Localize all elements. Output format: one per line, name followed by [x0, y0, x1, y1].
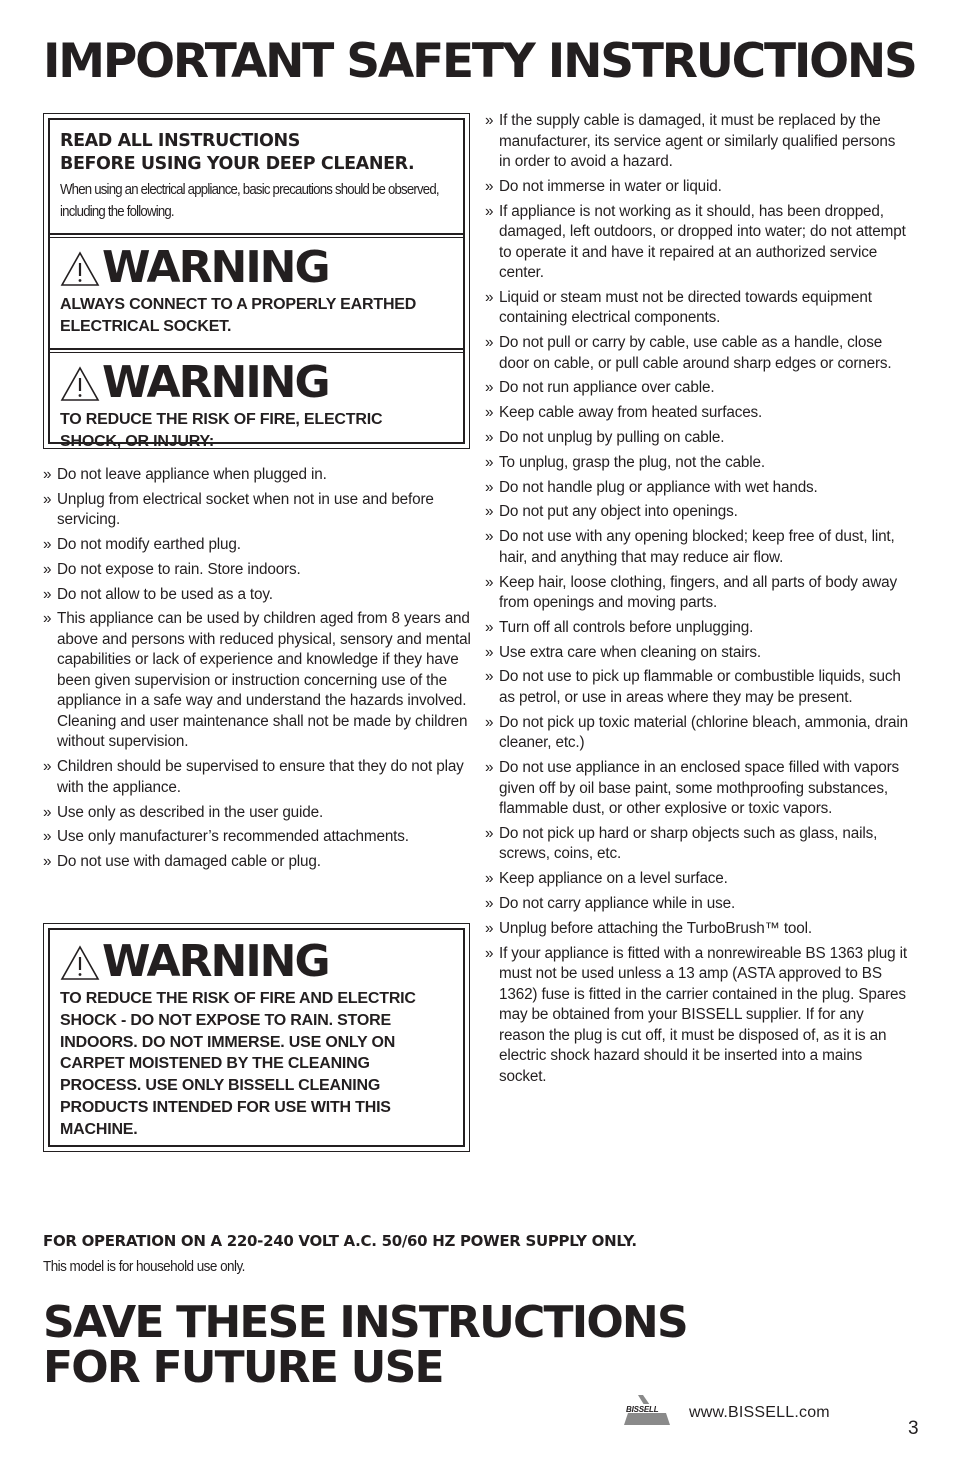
divider: [50, 233, 463, 238]
list-item: » Do not pick up hard or sharp objects such as glass, nails, screws, coins, etc.: [485, 824, 910, 865]
read-instructions-box: [43, 113, 470, 449]
list-item: » This appliance can be used by children aged from 8 years and above and persons with reduced physical, sensory and mental capabilities or lack of experience and knowledge if they have been given supervision or instruction concerning use of the appliance in a safe way and understand the hazards involved. Cleaning and user maintenance shall not be made by children without supervision.: [43, 609, 473, 753]
warning-label-1: WARNING: [102, 242, 329, 293]
list-item: » Liquid or steam must not be directed towards equipment containing electrical components.: [485, 288, 910, 329]
list-item: » Do not use with damaged cable or plug.: [43, 852, 473, 873]
list-item: » Turn off all controls before unplugging.: [485, 618, 910, 639]
intro-text: When using an electrical appliance, basic precautions should be observed, including the following.: [60, 181, 439, 220]
list-item: » Keep cable away from heated surfaces.: [485, 403, 910, 424]
list-item: » Do not run appliance over cable.: [485, 378, 910, 399]
list-item: » Do not immerse in water or liquid.: [485, 177, 910, 198]
list-item: » If the supply cable is damaged, it must be replaced by the manufacturer, its service agent or similarly qualified persons in order to avoid a hazard.: [485, 111, 910, 173]
list-item: » If appliance is not working as it should, has been dropped, damaged, left outdoors, or dropped into water; do not attempt to operate it and have it repaired at an authorized service center.: [485, 202, 910, 284]
list-item: » Use only manufacturer’s recommended attachments.: [43, 827, 473, 848]
warning-text-1: ALWAYS CONNECT TO A PROPERLY EARTHED ELECTRICAL SOCKET.: [60, 296, 417, 335]
list-item: » Do not handle plug or appliance with wet hands.: [485, 478, 910, 499]
save-instructions-title: [43, 1297, 687, 1393]
website-link[interactable]: www.BISSELL.com: [689, 1404, 830, 1421]
page-title: IMPORTANT SAFETY INSTRUCTIONS: [43, 34, 916, 89]
warning-triangle-icon: [60, 251, 100, 287]
divider: [50, 348, 463, 353]
list-item: » Do not leave appliance when plugged in.: [43, 465, 473, 486]
list-item: » Unplug from electrical socket when not in use and before servicing.: [43, 490, 473, 531]
read-heading-line2: BEFORE USING YOUR DEEP CLEANER.: [60, 154, 415, 174]
save-title-line2: FOR FUTURE USE: [43, 1342, 443, 1393]
list-item: » Do not allow to be used as a toy.: [43, 585, 473, 606]
list-item: » Do not put any object into openings.: [485, 502, 910, 523]
list-item: » Unplug before attaching the TurboBrush™ tool.: [485, 919, 910, 940]
warning-heading-1: [60, 242, 454, 294]
save-title-line1: SAVE THESE INSTRUCTIONS: [43, 1297, 687, 1348]
warning-label-3: WARNING: [102, 936, 329, 987]
warning-heading-2: [60, 357, 454, 409]
list-item: » Do not modify earthed plug.: [43, 535, 473, 556]
list-item: » To unplug, grasp the plug, not the cable.: [485, 453, 910, 474]
list-item: » Do not unplug by pulling on cable.: [485, 428, 910, 449]
warning-heading-3: [60, 936, 454, 988]
list-item: » Do not pull or carry by cable, use cable as a handle, close door on cable, or pull cable around sharp edges or corners.: [485, 333, 910, 374]
power-supply-notice: FOR OPERATION ON A 220-240 VOLT A.C. 50/60 HZ POWER SUPPLY ONLY.: [43, 1232, 637, 1250]
read-instructions-heading: [60, 130, 454, 176]
list-item: » Do not carry appliance while in use.: [485, 894, 910, 915]
bissell-logo-text: BISSELL: [626, 1405, 659, 1414]
warning-text-3: TO REDUCE THE RISK OF FIRE AND ELECTRIC SHOCK - DO NOT EXPOSE TO RAIN. STORE INDOORS. DO NOT IMMERSE. USE ONLY ON CARPET MOISTENED BY THE CLEANING PROCESS. USE ONLY BISSELL CLEANING PRODUCTS INTENDED FOR USE WITH THIS MACHINE.: [60, 990, 416, 1138]
warning-triangle-icon: [60, 366, 100, 402]
list-item: » Do not pick up toxic material (chlorine bleach, ammonia, drain cleaner, etc.): [485, 713, 910, 754]
household-use-notice: This model is for household use only.: [43, 1258, 245, 1275]
list-item: » Use extra care when cleaning on stairs.: [485, 643, 910, 664]
list-item: » Children should be supervised to ensure that they do not play with the appliance.: [43, 757, 473, 798]
list-item: » Do not use appliance in an enclosed space filled with vapors given off by oil base paint, some mothproofing substances, flammable dust, or other explosive or toxic vapors.: [485, 758, 910, 820]
list-item: » Keep appliance on a level surface.: [485, 869, 910, 890]
warning-triangle-icon: [60, 945, 100, 981]
list-item: » If your appliance is fitted with a nonrewireable BS 1363 plug it must not be used unless a 13 amp (ASTA approved to BS 1362) fuse is fitted in the carrier contained in the plug. Spares may be obtained from your BISSELL supplier. If for any reason the plug is cut off, it must be disposed of, as it is an electric shock hazard should it be inserted into a mains socket.: [485, 944, 910, 1088]
page-number: 3: [908, 1418, 919, 1439]
warning-text-2: TO REDUCE THE RISK OF FIRE, ELECTRIC SHOCK, OR INJURY:: [60, 411, 383, 450]
warning-label-2: WARNING: [102, 357, 329, 408]
list-item: » Use only as described in the user guide.: [43, 803, 473, 824]
warning-box-3: [43, 923, 470, 1152]
right-instruction-list: [485, 111, 910, 1091]
list-item: » Keep hair, loose clothing, fingers, and all parts of body away from openings and moving parts.: [485, 573, 910, 614]
list-item: » Do not expose to rain. Store indoors.: [43, 560, 473, 581]
list-item: » Do not use to pick up flammable or combustible liquids, such as petrol, or use in areas where they may be present.: [485, 667, 910, 708]
list-item: » Do not use with any opening blocked; keep free of dust, lint, hair, and anything that may reduce air flow.: [485, 527, 910, 568]
left-instruction-list: [43, 465, 473, 877]
read-heading-line1: READ ALL INSTRUCTIONS: [60, 131, 300, 151]
